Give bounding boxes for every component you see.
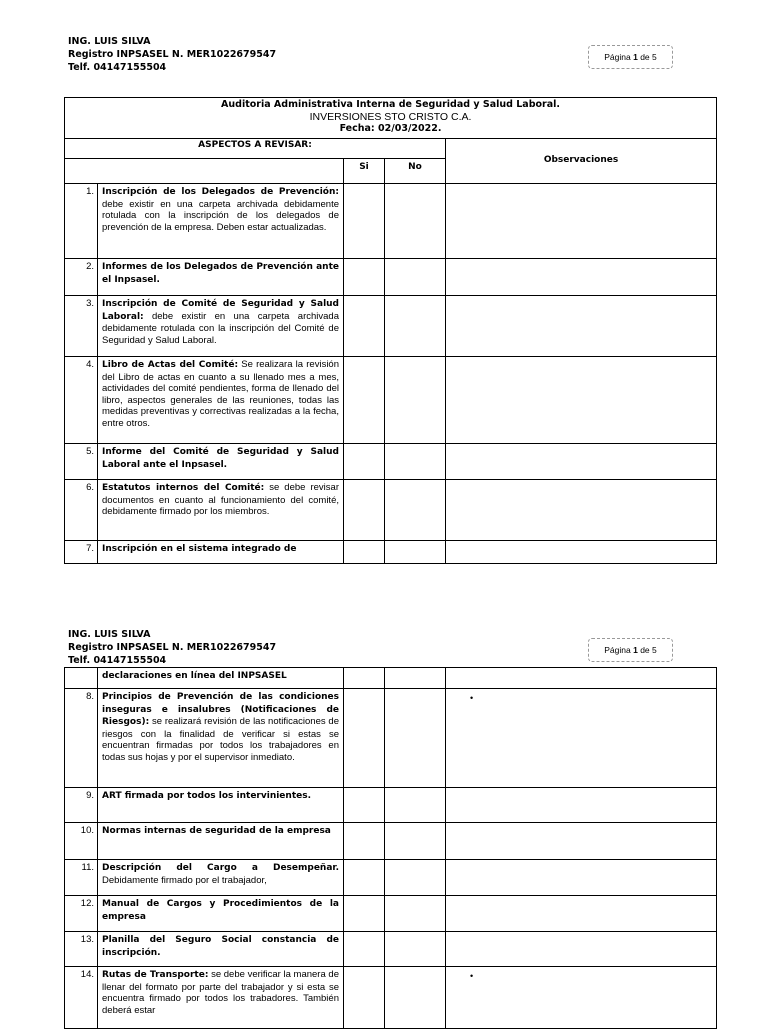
table-row — [65, 480, 717, 541]
item-description — [98, 689, 344, 788]
item-number: 9. — [65, 788, 98, 823]
no-cell[interactable] — [385, 541, 446, 564]
si-cell[interactable] — [344, 184, 385, 259]
observations-cell[interactable] — [446, 896, 717, 932]
blank-header-cell — [65, 159, 344, 184]
si-cell[interactable] — [344, 296, 385, 357]
item-number: 7. — [65, 541, 98, 564]
observations-cell[interactable] — [446, 788, 717, 823]
bullet-point: • — [470, 971, 474, 981]
si-cell[interactable] — [344, 932, 385, 967]
audit-table — [64, 97, 717, 564]
table-row — [65, 668, 717, 689]
item-description — [98, 668, 344, 689]
si-cell[interactable] — [344, 541, 385, 564]
item-title: Estatutos internos del Comité: — [102, 483, 265, 493]
page-header — [68, 35, 276, 74]
item-text: debe existir en una carpeta archivada debidamente rotulada con la inscripción de los delegados de prevención de la empresa. Deben estar actualizadas. — [102, 198, 339, 233]
item-description — [98, 184, 344, 259]
observations-cell[interactable] — [446, 541, 717, 564]
item-title: Informes de los Delegados de Prevención ante el Inpsasel. — [102, 262, 339, 285]
item-number: 14. — [65, 967, 98, 1029]
table-row — [65, 357, 717, 444]
audit-date: Fecha: 02/03/2022. — [339, 123, 442, 134]
no-cell[interactable] — [385, 860, 446, 896]
si-cell[interactable] — [344, 668, 385, 689]
observations-cell[interactable] — [446, 184, 717, 259]
si-cell[interactable] — [344, 480, 385, 541]
observations-cell[interactable] — [446, 480, 717, 541]
item-description — [98, 896, 344, 932]
table-row — [65, 541, 717, 564]
item-title: declaraciones en línea del INPSASEL — [102, 671, 287, 681]
si-cell[interactable] — [344, 788, 385, 823]
item-description — [98, 480, 344, 541]
si-cell[interactable] — [344, 357, 385, 444]
item-description — [98, 296, 344, 357]
no-cell[interactable] — [385, 184, 446, 259]
item-description — [98, 860, 344, 896]
table-row — [65, 788, 717, 823]
item-text: se realizará revisión de las notificaciones de riesgos con la finalidad de verificar si estas se encuentran firmadas por todos los trabajadores en todas sus hojas y por el supervisor inmediato. — [102, 716, 339, 763]
item-number: 11. — [65, 860, 98, 896]
si-cell[interactable] — [344, 896, 385, 932]
item-number: 5. — [65, 444, 98, 480]
observations-cell[interactable] — [446, 689, 717, 788]
observations-header: Observaciones — [446, 139, 717, 184]
no-cell[interactable] — [385, 357, 446, 444]
page-number: 1 — [633, 645, 638, 655]
page-label: Página — [604, 52, 631, 62]
si-cell[interactable] — [344, 689, 385, 788]
si-cell[interactable] — [344, 444, 385, 480]
page-number-box — [588, 45, 673, 69]
no-cell[interactable] — [385, 668, 446, 689]
table-row — [65, 689, 717, 788]
item-title: Inscripción de los Delegados de Prevención: — [102, 187, 339, 197]
page-header — [68, 628, 276, 667]
no-cell[interactable] — [385, 259, 446, 296]
engineer-name: ING. LUIS SILVA — [68, 629, 151, 640]
si-cell[interactable] — [344, 259, 385, 296]
observations-cell[interactable] — [446, 259, 717, 296]
item-title: ART firmada por todos los intervinientes. — [102, 791, 312, 801]
item-number: 2. — [65, 259, 98, 296]
table-row — [65, 896, 717, 932]
table-row — [65, 967, 717, 1029]
page-total: de 5 — [640, 645, 657, 655]
item-description — [98, 444, 344, 480]
observations-cell[interactable] — [446, 967, 717, 1029]
item-number: 10. — [65, 823, 98, 860]
item-description — [98, 967, 344, 1029]
item-text: Se realizara la revisión del Libro de actas en cuanto a su llenado mes a mes, actividades del comité pendientes, forma de llenado del libro, aspectos generales de las reuniones, todas las medidas preventivas y correctivas realizadas a la fecha, entre otros. — [102, 359, 339, 429]
item-number: 8. — [65, 689, 98, 788]
si-cell[interactable] — [344, 823, 385, 860]
no-cell[interactable] — [385, 967, 446, 1029]
no-cell[interactable] — [385, 480, 446, 541]
page-number-box — [588, 638, 673, 662]
si-cell[interactable] — [344, 860, 385, 896]
table-row — [65, 823, 717, 860]
item-title: Descripción del Cargo a Desempeñar. — [102, 863, 339, 873]
item-title: Libro de Actas del Comité: — [102, 360, 239, 370]
item-title: Manual de Cargos y Procedimientos de la empresa — [102, 899, 339, 922]
observations-cell[interactable] — [446, 932, 717, 967]
observations-cell[interactable] — [446, 823, 717, 860]
item-number — [65, 668, 98, 689]
item-number: 6. — [65, 480, 98, 541]
item-description — [98, 541, 344, 564]
table-title — [65, 98, 717, 139]
item-number: 13. — [65, 932, 98, 967]
observations-cell[interactable] — [446, 860, 717, 896]
no-cell[interactable] — [385, 689, 446, 788]
item-title: Planilla del Seguro Social constancia de inscripción. — [102, 935, 339, 958]
item-title: Normas internas de seguridad de la empresa — [102, 826, 331, 836]
table-row — [65, 184, 717, 259]
item-title: Inscripción de Comité de Seguridad y Salud Laboral: — [102, 299, 339, 322]
si-header: Si — [344, 159, 385, 184]
aspects-header: ASPECTOS A REVISAR: — [65, 139, 446, 159]
item-title: Informe del Comité de Seguridad y Salud Laboral ante el Inpsasel. — [102, 447, 339, 470]
item-number: 3. — [65, 296, 98, 357]
bullet-point: • — [470, 693, 474, 703]
engineer-name: ING. LUIS SILVA — [68, 36, 151, 47]
no-cell[interactable] — [385, 444, 446, 480]
item-text: debe existir en una carpeta archivada debidamente rotulada con la inscripción del Comité de Seguridad y Salud Laboral. — [102, 310, 339, 346]
item-description — [98, 259, 344, 296]
item-number: 12. — [65, 896, 98, 932]
audit-title: Auditoria Administrativa Interna de Seguridad y Salud Laboral. — [221, 99, 560, 110]
item-text: se debe verificar la manera de llenar del formato por parte del trabajador y si esta se encuentra firmado por todos los trabadores. También deberá estar — [102, 969, 339, 1016]
company-name: INVERSIONES STO CRISTO C.A. — [309, 111, 472, 123]
phone-number: Telf. 04147155504 — [68, 655, 167, 666]
no-cell[interactable] — [385, 296, 446, 357]
observations-cell[interactable] — [446, 668, 717, 689]
observations-cell[interactable] — [446, 357, 717, 444]
table-row — [65, 860, 717, 896]
item-description — [98, 788, 344, 823]
observations-cell[interactable] — [446, 296, 717, 357]
item-title: Principios de Prevención de las condiciones inseguras e insalubres (Notificaciones de Riesgos): — [102, 692, 339, 727]
no-cell[interactable] — [385, 896, 446, 932]
si-cell[interactable] — [344, 967, 385, 1029]
page-total: de 5 — [640, 52, 657, 62]
item-description — [98, 932, 344, 967]
page-number: 1 — [633, 52, 638, 62]
table-row — [65, 259, 717, 296]
registry-number: Registro INPSASEL N. MER1022679547 — [68, 642, 277, 653]
item-text: Debidamente firmado por el trabajador, — [102, 874, 267, 886]
item-title: Inscripción en el sistema integrado de — [102, 544, 297, 554]
no-cell[interactable] — [385, 932, 446, 967]
table-row — [65, 444, 717, 480]
registry-number: Registro INPSASEL N. MER1022679547 — [68, 49, 277, 60]
item-description — [98, 823, 344, 860]
item-number: 4. — [65, 357, 98, 444]
item-number: 1. — [65, 184, 98, 259]
no-cell[interactable] — [385, 788, 446, 823]
phone-number: Telf. 04147155504 — [68, 62, 167, 73]
table-row — [65, 932, 717, 967]
table-row — [65, 296, 717, 357]
page-label: Página — [604, 645, 631, 655]
observations-cell[interactable] — [446, 444, 717, 480]
item-description — [98, 357, 344, 444]
no-cell[interactable] — [385, 823, 446, 860]
item-text: se debe revisar documentos en cuanto al funcionamiento del comité, debidamente firmado por los miembros. — [102, 482, 339, 517]
item-title: Rutas de Transporte: — [102, 970, 209, 980]
no-header: No — [385, 159, 446, 184]
audit-table-continued — [64, 667, 717, 1029]
